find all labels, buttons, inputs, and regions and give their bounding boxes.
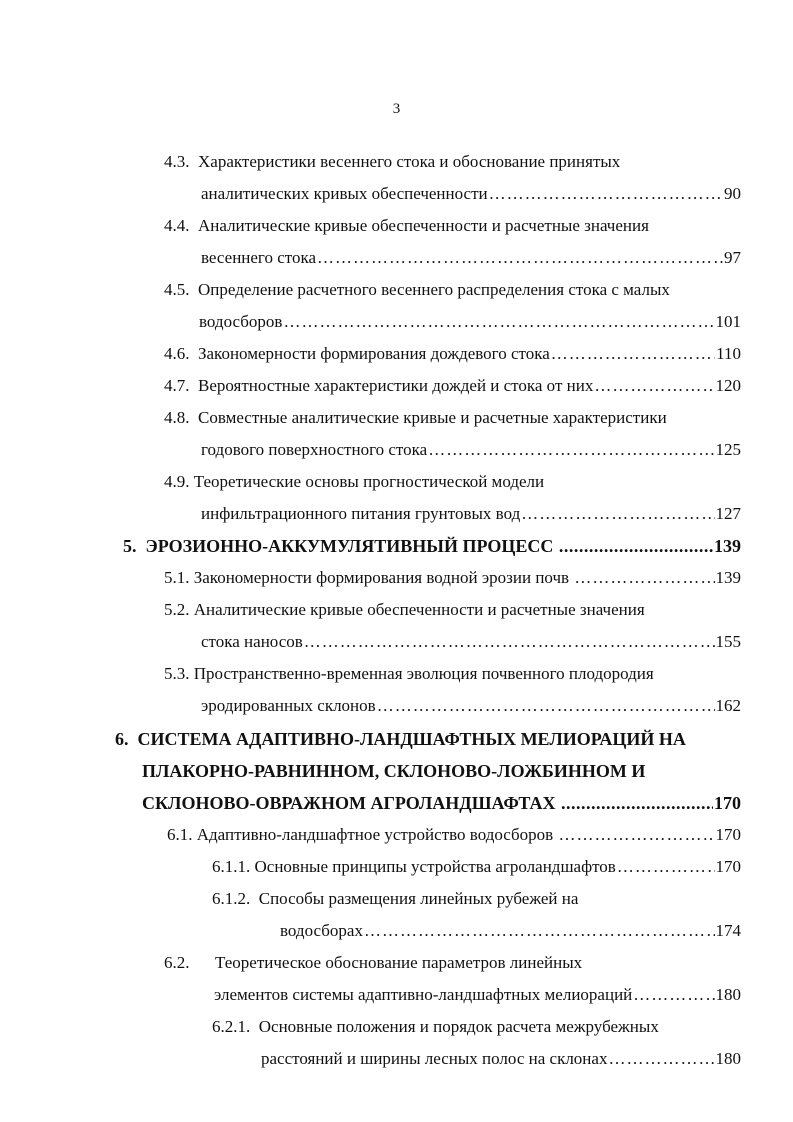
toc-page: 120 <box>715 376 741 395</box>
toc-title: Определение расчетного весеннего распределения стока с малых <box>198 280 670 299</box>
leader-dots <box>559 536 713 556</box>
toc-number: 4.4. <box>164 216 190 235</box>
toc-title: инфильтрационного питания грунтовых вод <box>201 504 521 523</box>
toc-title: ЭРОЗИОННО-АККУМУЛЯТИВНЫЙ ПРОЦЕСС <box>145 536 554 556</box>
leader-dots <box>428 440 714 460</box>
toc-page: 110 <box>716 344 741 363</box>
toc-entry-4-4-line1 <box>164 216 649 236</box>
toc-entry-4-7 <box>164 376 741 396</box>
leader-dots <box>558 825 714 845</box>
toc-entry-4-6 <box>164 344 741 364</box>
toc-page: 170 <box>715 857 741 876</box>
toc-page: 180 <box>715 1049 741 1068</box>
leader-dots <box>574 568 714 588</box>
toc-chapter-5 <box>123 536 741 556</box>
toc-page: 174 <box>715 921 741 940</box>
toc-entry-6-2-1-line2 <box>261 1049 741 1069</box>
leader-dots <box>283 312 714 332</box>
toc-entry-4-9-line1 <box>164 472 544 492</box>
toc-number: 4.9. <box>164 472 190 491</box>
toc-entry-6-1 <box>167 825 741 845</box>
toc-number: 6.2.1. <box>212 1017 251 1036</box>
toc-title: годового поверхностного стока <box>201 440 428 459</box>
toc-page: 170 <box>714 793 741 813</box>
leader-dots <box>608 1049 714 1069</box>
toc-chapter-6-line1 <box>115 729 686 749</box>
toc-title: аналитических кривых обеспеченности <box>201 184 488 203</box>
leader-dots <box>489 184 723 204</box>
toc-title: эродированных склонов <box>201 696 376 715</box>
toc-title: Совместные аналитические кривые и расчетные характеристики <box>198 408 667 427</box>
toc-number: 6.2. <box>164 953 190 972</box>
toc-number: 4.5. <box>164 280 190 299</box>
toc-title: Закономерности формирования дождевого стока <box>198 344 550 363</box>
toc-title: водосборов <box>199 312 283 331</box>
toc-page: 97 <box>724 248 741 267</box>
toc-title: водосборах <box>280 921 363 940</box>
toc-number: 5.2. <box>164 600 190 619</box>
toc-entry-4-4-line2 <box>201 248 741 268</box>
toc-title: Теоретическое обоснование параметров линейных <box>215 953 583 972</box>
leader-dots <box>551 344 715 364</box>
toc-page: 139 <box>714 536 741 556</box>
toc-page: 180 <box>715 985 741 1004</box>
leader-dots <box>317 248 723 268</box>
toc-title: элементов системы адаптивно-ландшафтных мелиораций <box>214 985 633 1004</box>
toc-number: 5.3. <box>164 664 190 683</box>
toc-page: 170 <box>715 825 741 844</box>
toc-page: 127 <box>715 504 741 523</box>
toc-entry-4-5-line2 <box>199 312 741 332</box>
toc-entry-6-2-line2 <box>214 985 741 1005</box>
toc-title: СИСТЕМА АДАПТИВНО-ЛАНДШАФТНЫХ МЕЛИОРАЦИЙ НА <box>137 729 686 749</box>
toc-entry-6-1-2-line2 <box>280 921 741 941</box>
toc-number: 6.1. <box>167 825 193 844</box>
toc-entry-4-5-line1 <box>164 280 670 300</box>
leader-dots <box>561 793 713 813</box>
toc-title: Закономерности формирования водной эрозии почв <box>193 568 570 587</box>
toc-title: Аналитические кривые обеспеченности и расчетные значения <box>198 216 649 235</box>
toc-entry-5-2-line2 <box>201 632 741 652</box>
toc-entry-6-2-1-line1 <box>212 1017 659 1037</box>
leader-dots <box>364 921 715 941</box>
toc-number: 4.3. <box>164 152 190 171</box>
toc-entry-4-3-line2 <box>201 184 741 204</box>
toc-entry-4-3-line1 <box>164 152 620 172</box>
toc-entry-6-1-1 <box>212 857 741 877</box>
toc-entry-4-8-line1 <box>164 408 667 428</box>
toc-entry-4-9-line2 <box>201 504 741 524</box>
toc-title: СКЛОНОВО-ОВРАЖНОМ АГРОЛАНДШАФТАХ <box>142 793 556 813</box>
toc-number: 4.7. <box>164 376 190 395</box>
toc-title: Основные принципы устройства агроландшафтов <box>254 857 616 876</box>
leader-dots <box>617 857 715 877</box>
leader-dots <box>521 504 714 524</box>
toc-title: расстояний и ширины лесных полос на склонах <box>261 1049 608 1068</box>
toc-entry-4-8-line2 <box>201 440 741 460</box>
toc-entry-6-1-2-line1 <box>212 889 578 909</box>
toc-page: 155 <box>715 632 741 651</box>
leader-dots <box>594 376 714 396</box>
toc-number: 4.6. <box>164 344 190 363</box>
toc-title: Теоретические основы прогностической модели <box>193 472 545 491</box>
toc-number: 6.1.1. <box>212 857 251 876</box>
toc-title: Аналитические кривые обеспеченности и расчетные значения <box>193 600 645 619</box>
toc-chapter-6-line2 <box>142 761 645 781</box>
toc-number: 5. <box>123 536 137 556</box>
toc-number: 4.8. <box>164 408 190 427</box>
toc-page: 101 <box>715 312 741 331</box>
toc-title: весеннего стока <box>201 248 317 267</box>
leader-dots <box>633 985 714 1005</box>
toc-number: 6.1.2. <box>212 889 251 908</box>
leader-dots <box>304 632 715 652</box>
toc-title: Адаптивно-ландшафтное устройство водосборов <box>196 825 554 844</box>
toc-number: 6. <box>115 729 129 749</box>
toc-page: 139 <box>715 568 741 587</box>
toc-page: 162 <box>715 696 741 715</box>
toc-title: Характеристики весеннего стока и обоснование принятых <box>198 152 621 171</box>
toc-title: Основные положения и порядок расчета межрубежных <box>258 1017 659 1036</box>
toc-title: Способы размещения линейных рубежей на <box>258 889 579 908</box>
toc-title: ПЛАКОРНО-РАВНИННОМ, СКЛОНОВО-ЛОЖБИННОМ И <box>142 761 646 781</box>
toc-title: стока наносов <box>201 632 303 651</box>
toc-entry-5-1 <box>164 568 741 588</box>
toc-title: Вероятностные характеристики дождей и стока от них <box>198 376 594 395</box>
page-number: 3 <box>392 101 401 117</box>
toc-entry-5-2-line1 <box>164 600 645 620</box>
toc-title: Пространственно-временная эволюция почвенного плодородия <box>193 664 654 683</box>
toc-entry-6-2-line1 <box>164 953 582 973</box>
toc-chapter-6-line3 <box>142 793 741 813</box>
toc-number: 5.1. <box>164 568 190 587</box>
toc-entry-5-3-line1 <box>164 664 654 684</box>
toc-page: 90 <box>724 184 741 203</box>
leader-dots <box>377 696 715 716</box>
toc-page: 125 <box>715 440 741 459</box>
toc-entry-5-3-line2 <box>201 696 741 716</box>
